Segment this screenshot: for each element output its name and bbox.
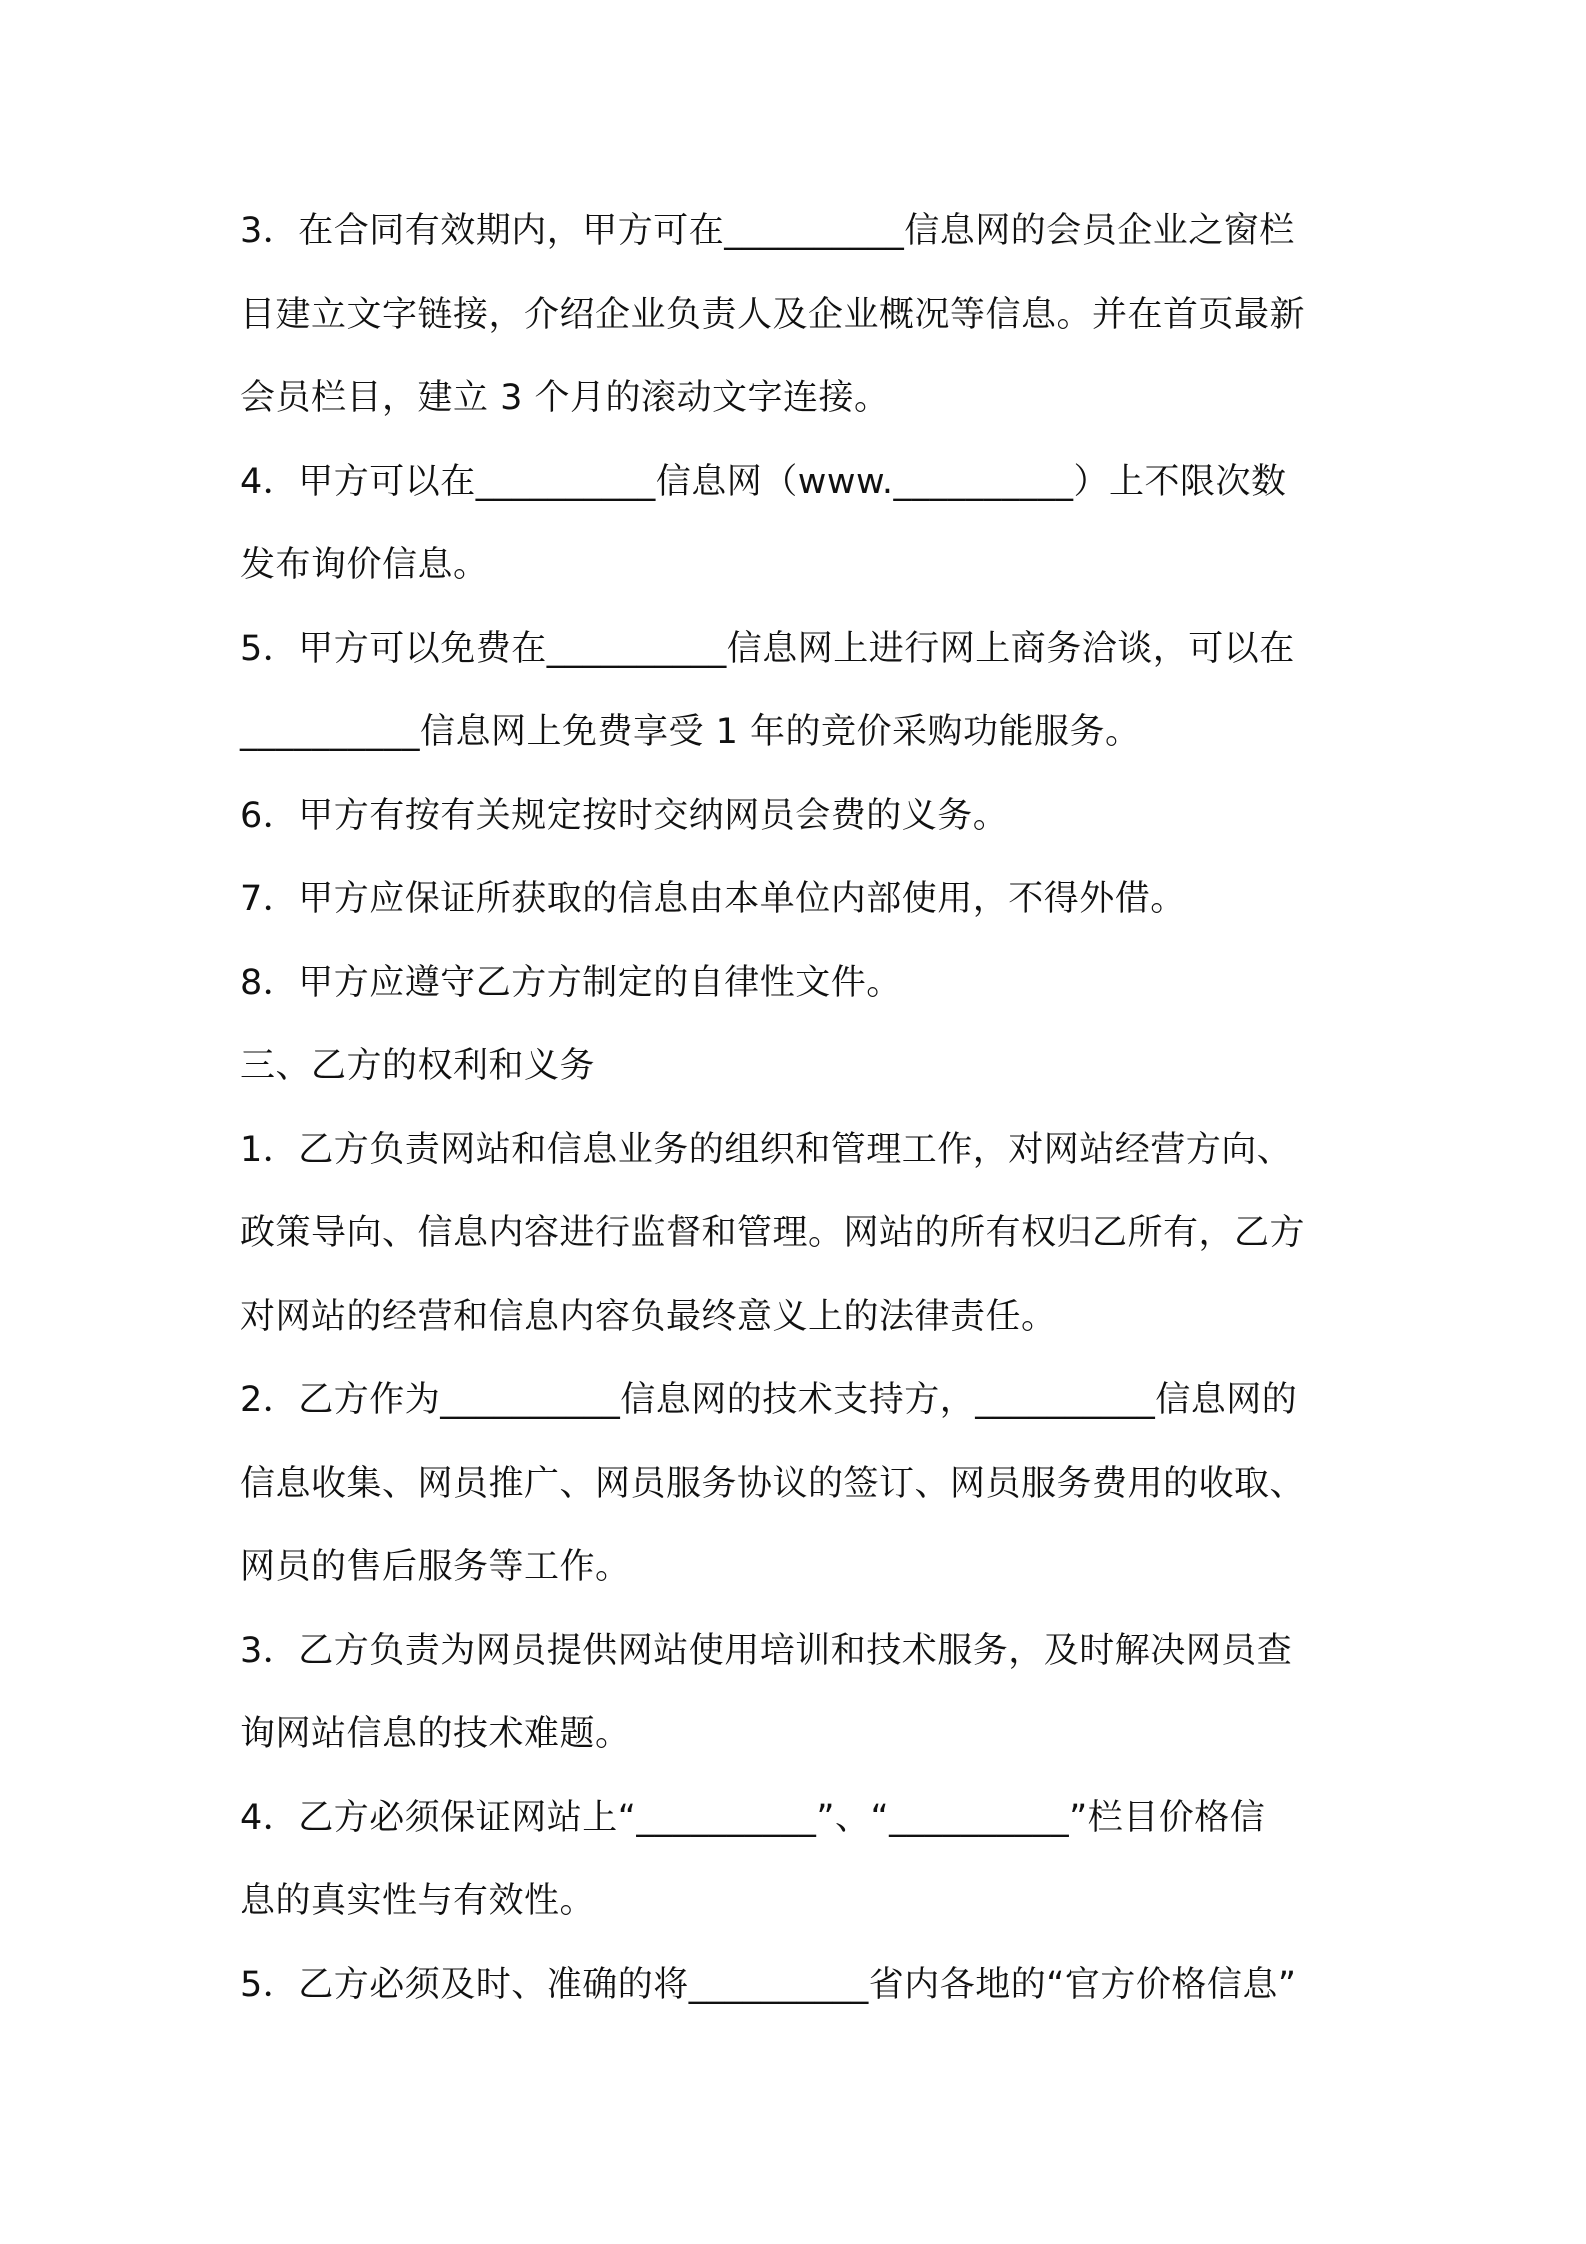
text-line: 询网站信息的技术难题。	[240, 1714, 631, 1754]
text-line: 网员的售后服务等工作。	[240, 1547, 631, 1587]
text-line: 5．乙方必须及时、准确的将__________省内各地的“官方价格信息”	[240, 1964, 1297, 2005]
text-line: 发布询价信息。	[240, 545, 489, 585]
text-line: 7．甲方应保证所获取的信息由本单位内部使用，不得外借。	[240, 879, 1186, 919]
text-line: __________信息网上免费享受 1 年的竞价采购功能服务。	[240, 712, 1141, 752]
text-line: 3．乙方负责为网员提供网站使用培训和技术服务，及时解决网员查	[240, 1630, 1293, 1671]
text-line: 息的真实性与有效性。	[240, 1881, 596, 1921]
text-line: 1．乙方负责网站和信息业务的组织和管理工作，对网站经营方向、	[240, 1129, 1293, 1170]
text-line: 目建立文字链接，介绍企业负责人及企业概况等信息。并在首页最新	[240, 294, 1306, 335]
section-heading: 三、乙方的权利和义务	[240, 1046, 596, 1086]
text-line: 4．乙方必须保证网站上“__________”、“__________”栏目价格信	[240, 1797, 1266, 1838]
text-line: 5．甲方可以免费在__________信息网上进行网上商务洽谈，可以在	[240, 628, 1295, 669]
text-line: 2．乙方作为__________信息网的技术支持方，__________信息网的	[240, 1380, 1298, 1420]
text-line: 8．甲方应遵守乙方方制定的自律性文件。	[240, 962, 902, 1003]
text-line: 6．甲方有按有关规定按时交纳网员会费的义务。	[240, 795, 1009, 836]
text-line: 政策导向、信息内容进行监督和管理。网站的所有权归乙所有，乙方	[240, 1213, 1306, 1253]
text-line: 信息收集、网员推广、网员服务协议的签订、网员服务费用的收取、	[240, 1463, 1306, 1504]
text-line: 对网站的经营和信息内容负最终意义上的法律责任。	[240, 1296, 1057, 1337]
document-body	[240, 190, 1360, 2027]
text-line: 3．在合同有效期内，甲方可在__________信息网的会员企业之窗栏	[240, 211, 1295, 251]
text-line: 会员栏目，建立 3 个月的滚动文字连接。	[240, 378, 890, 418]
text-line: 4．甲方可以在__________信息网（www.__________）上不限次数	[240, 461, 1287, 502]
